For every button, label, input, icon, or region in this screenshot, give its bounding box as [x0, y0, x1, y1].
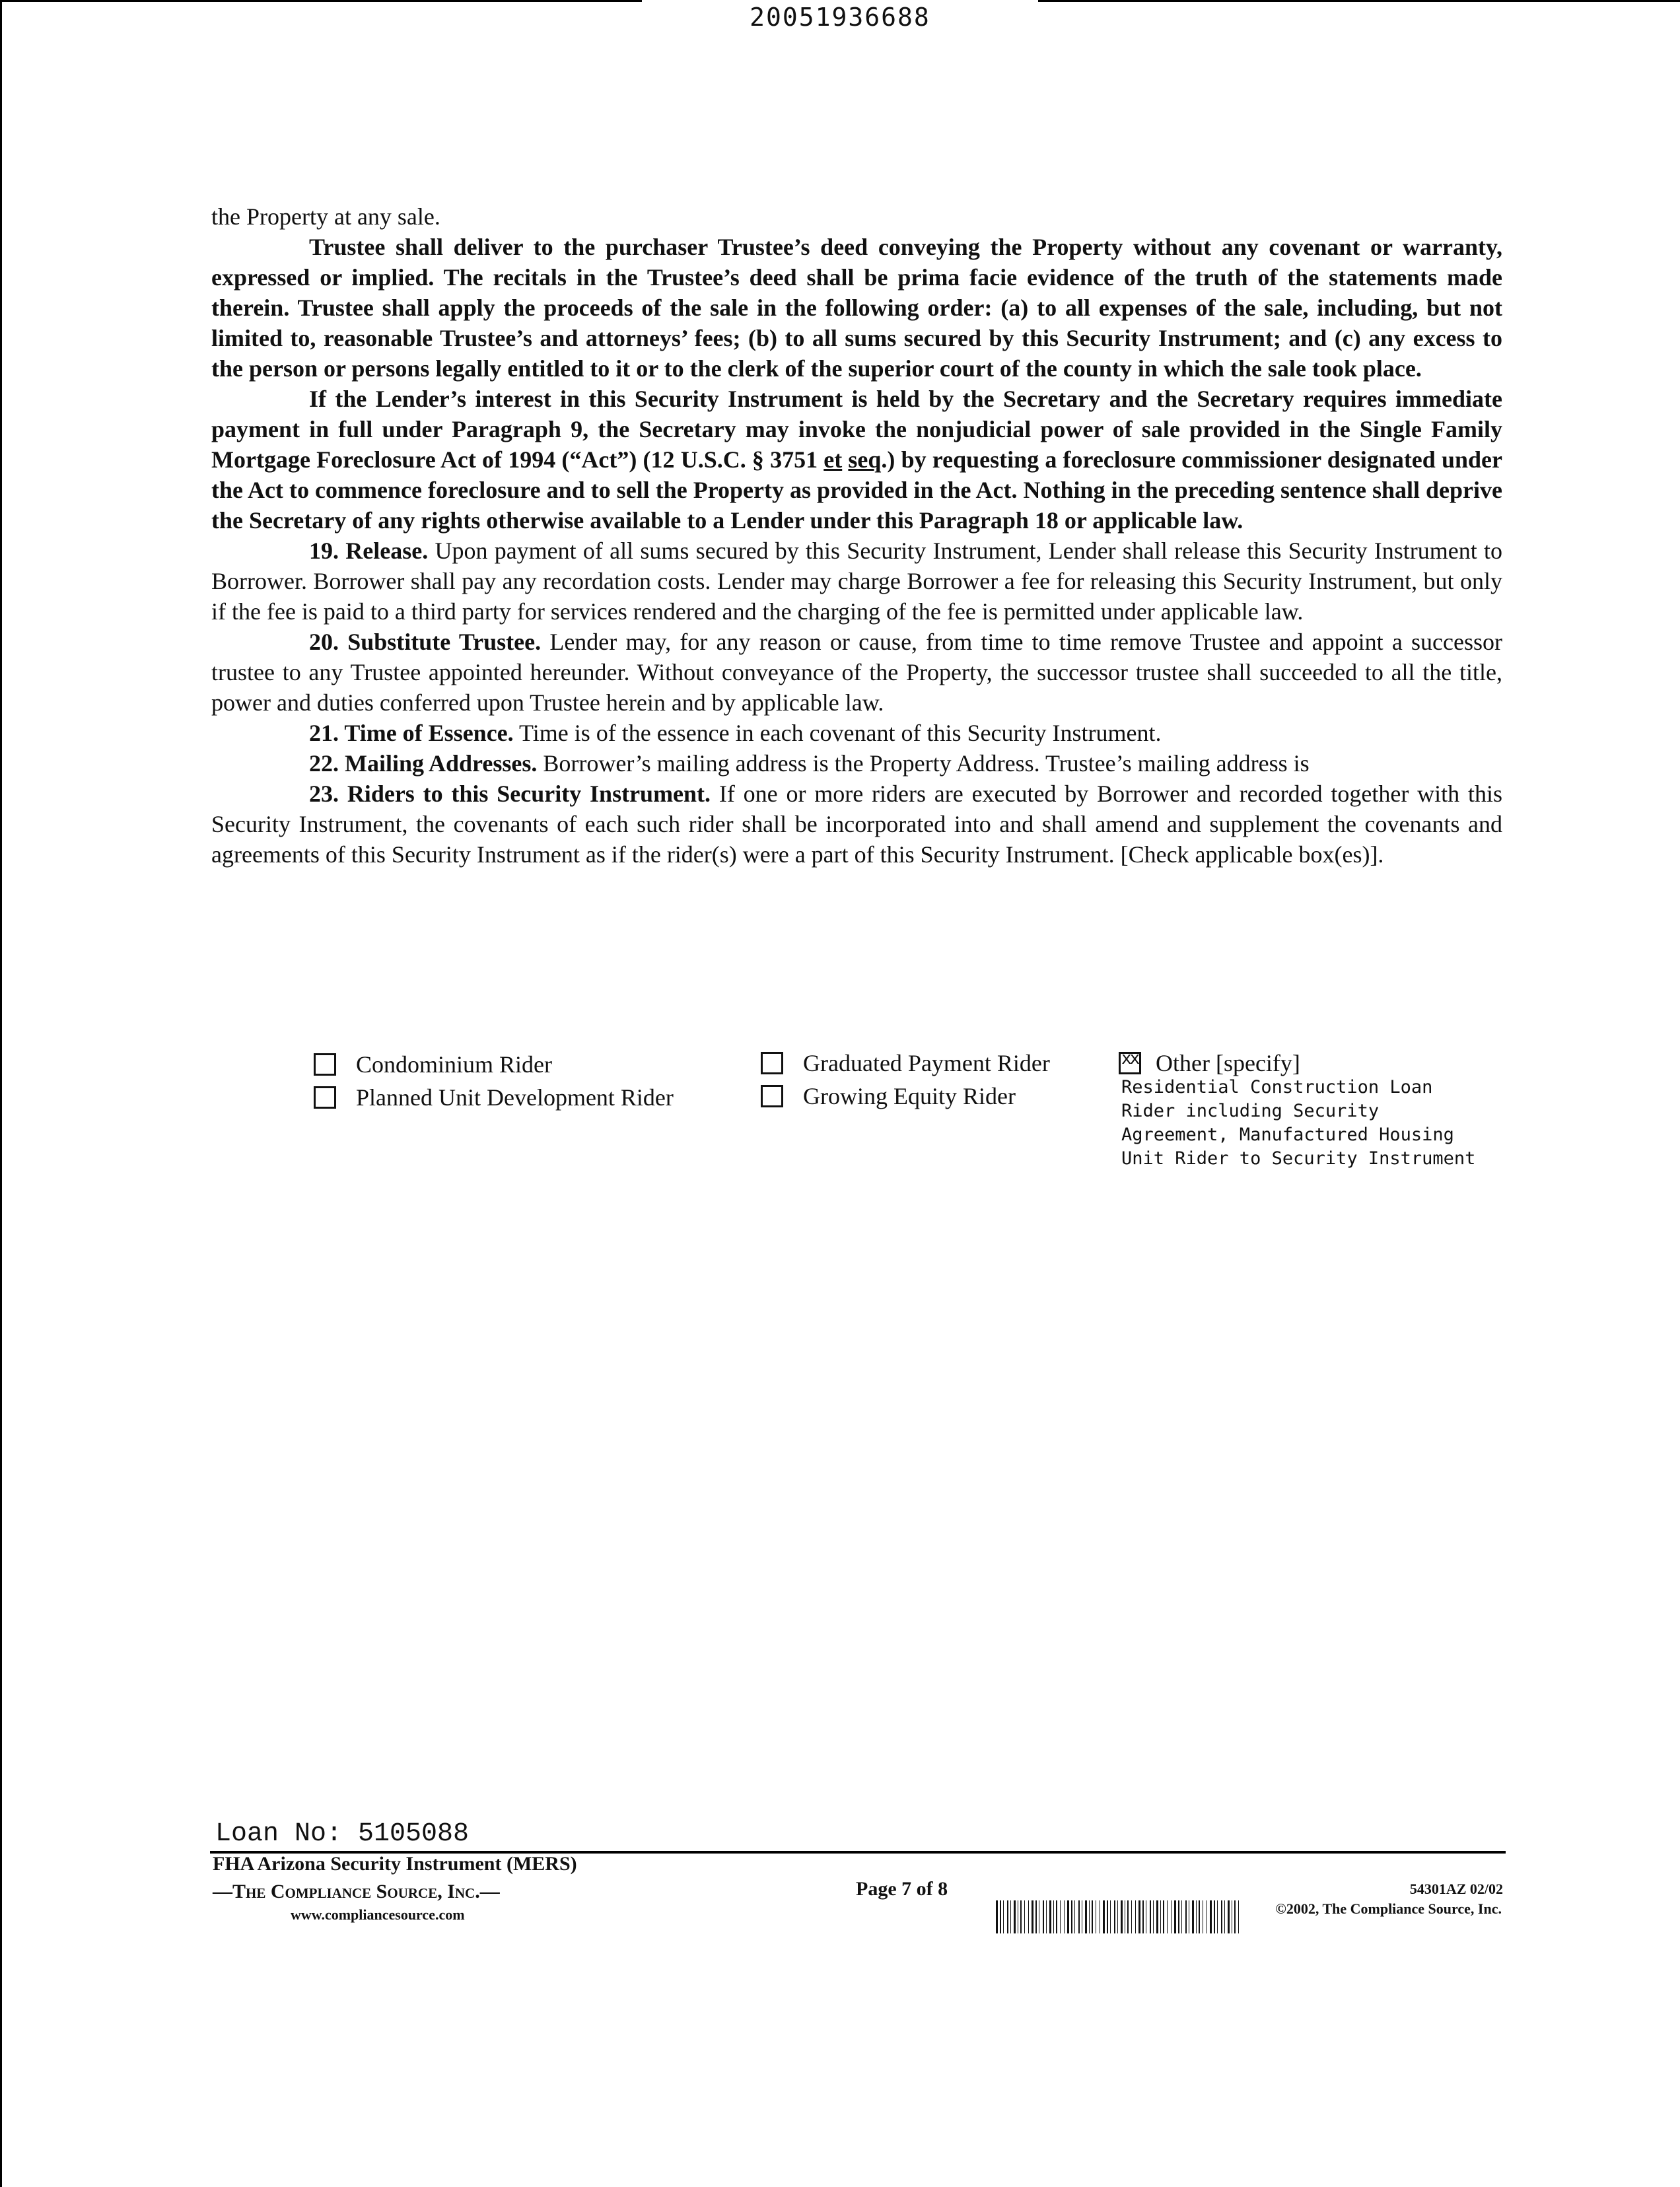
barcode-bar [1056, 1900, 1057, 1933]
barcode-bar [1114, 1900, 1115, 1933]
barcode-bar [1049, 1900, 1051, 1933]
barcode-bar [1078, 1900, 1080, 1933]
seq-text: seq [848, 446, 882, 473]
barcode-bar [1127, 1900, 1129, 1933]
barcode-bar [1153, 1900, 1154, 1933]
barcode-bar [1000, 1900, 1001, 1933]
barcode-bar [1228, 1900, 1230, 1933]
barcode-bar [1092, 1900, 1093, 1933]
rider-other-label: Other [specify] [1156, 1050, 1300, 1076]
barcode-bar [1224, 1900, 1225, 1933]
barcode-bar [1110, 1900, 1111, 1933]
barcode-bar [1053, 1900, 1054, 1933]
barcode-bar [1035, 1900, 1037, 1933]
barcode-bar [1210, 1900, 1212, 1933]
scan-edge-top-left [0, 0, 642, 2]
barcode-bar [1107, 1900, 1108, 1933]
barcode-bar [1007, 1900, 1008, 1933]
barcode-bar [1221, 1900, 1222, 1933]
paragraph-19-body: Upon payment of all sums secured by this Security Instrument, Lender shall release this Security Instrument to Borrower. Borrower shall pay any recordation costs. Lender may charge Borrower a fee for releasing this Security Instrument, but only if the fee is paid to a third party for services rendered and the charging of the fee is permitted under applicable law. [211, 538, 1503, 625]
paragraph-23-body: If one or more riders are executed by Borrower and recorded together with this Security Instrument, the covenants of each such rider shall be incorporated into and shall amend and supplement the covenants and agreements of this Security Instrument as if the rider(s) were a part of this Security Instrument. [Check applicable box(es)]. [211, 781, 1502, 868]
barcode-bar [1043, 1900, 1044, 1933]
barcode-bar [1064, 1900, 1065, 1933]
barcode-bar [1234, 1900, 1236, 1933]
paragraph-trustee-deed: Trustee shall deliver to the purchaser Trustee’s deed conveying the Property without any covenant or warranty, expressed or implied. The recitals in the Trustee’s deed shall be prima facie evidence of the truth of the statements made therein. Trustee shall apply the proceeds of the sale in the following order: (a) to all expenses of the sale, including, but not limited to, reasonable Trustee’s and attorneys’ fees; (b) to all sums secured by this Security Instrument; and (c) any excess to the person or persons legally entitled to it or to the clerk of the superior court of the county in which the sale took place. [211, 234, 1502, 382]
barcode-bar [1071, 1900, 1072, 1933]
paragraph-22-body: Borrower’s mailing address is the Property Address. Trustee’s mailing address is [537, 750, 1310, 777]
checkbox-growing-equity[interactable] [761, 1085, 783, 1107]
barcode-image [996, 1900, 1240, 1933]
barcode-bar [1003, 1900, 1004, 1933]
paragraph-19-heading: 19. Release. [309, 538, 429, 564]
paragraph-21-time-of-essence [211, 718, 1502, 748]
loan-number: Loan No: 5105088 [215, 1819, 470, 1849]
barcode-bar [1174, 1900, 1176, 1933]
barcode-bar [1089, 1900, 1090, 1933]
barcode-bar [1138, 1900, 1140, 1933]
barcode-bar [1171, 1900, 1172, 1933]
barcode-bar [1020, 1900, 1022, 1933]
rider-checkboxes [0, 1047, 1680, 1179]
rider-graduated-payment[interactable] [761, 1049, 1050, 1077]
paragraph-23-riders [211, 779, 1502, 870]
company-name: —The Compliance Source, Inc.— [213, 1881, 500, 1902]
barcode-bar [1032, 1900, 1033, 1933]
paragraph-continuation: the Property at any sale. [211, 203, 440, 230]
paragraph-21-heading: 21. Time of Essence. [309, 720, 514, 746]
recording-number: 20051936688 [750, 3, 930, 32]
paragraph-secretary-part-b: .) by requesting a foreclosure commissioner designated under the Act to commence foreclosure and to sell the Property as provided in the Act. Nothing in the preceding sentence shall deprive the Secretary of any rights otherwise available to a Lender under this Paragraph 18 or applicable law. [211, 446, 1503, 534]
page-number: Page 7 of 8 [856, 1878, 948, 1900]
barcode-bar [1181, 1900, 1182, 1933]
barcode-bar [1150, 1900, 1151, 1933]
rider-condominium-label: Condominium Rider [356, 1051, 552, 1078]
paragraph-20-substitute-trustee [211, 627, 1502, 718]
paragraph-20-body: Lender may, for any reason or cause, from time to time remove Trustee and appoint a successor trustee to any Trustee appointed hereunder. Without conveyance of the Property, the successor trustee shall succeeded to all the title, power and duties conferred upon Trustee herein and by applicable law. [211, 629, 1503, 716]
barcode-bar [996, 1900, 998, 1933]
rider-growing-equity-label: Growing Equity Rider [803, 1083, 1016, 1109]
barcode-bar [1024, 1900, 1025, 1933]
barcode-bar [1142, 1900, 1144, 1933]
paragraph-secretary-part-a: If the Lender’s interest in this Security Instrument is held by the Secretary and the Secretary requires immediate payment in full under Paragraph 9, the Secretary may invoke the nonjudicial power of sale provided in the Single Family Mortgage Foreclosure Act of 1994 (“Act”) (12 U.S.C. § 3751 [211, 386, 1502, 473]
barcode-bar [1185, 1900, 1187, 1933]
form-code: 54301AZ 02/02 [1409, 1881, 1503, 1897]
barcode-bar [1178, 1900, 1179, 1933]
copyright-notice: ©2002, The Compliance Source, Inc. [1275, 1900, 1502, 1917]
barcode-bar [1121, 1900, 1123, 1933]
barcode-bar [1067, 1900, 1069, 1933]
paragraph-20-heading: 20. Substitute Trustee. [309, 629, 542, 655]
rider-pud[interactable] [314, 1084, 674, 1111]
paragraph-23-heading: 23. Riders to this Security Instrument. [309, 781, 711, 807]
barcode-bar [1217, 1900, 1218, 1933]
paragraph-21-body: Time is of the essence in each covenant of this Security Instrument. [513, 720, 1162, 746]
barcode-bar [1163, 1900, 1164, 1933]
barcode-bar [1046, 1900, 1047, 1933]
form-title: FHA Arizona Security Instrument (MERS) [213, 1853, 577, 1875]
rider-graduated-payment-label: Graduated Payment Rider [803, 1050, 1050, 1076]
barcode-bar [1156, 1900, 1158, 1933]
et-text: et [823, 446, 843, 473]
barcode-bar [1103, 1900, 1105, 1933]
barcode-bar [1131, 1900, 1132, 1933]
barcode-bar [1014, 1900, 1016, 1933]
barcode-bar [1160, 1900, 1161, 1933]
document-body [211, 201, 1502, 870]
barcode-bar [1060, 1900, 1061, 1933]
paragraph-22-mailing-addresses [211, 748, 1502, 779]
barcode-bar [1117, 1900, 1118, 1933]
barcode-bar [1238, 1900, 1239, 1933]
barcode-bar [1028, 1900, 1029, 1933]
barcode-bar [1196, 1900, 1197, 1933]
checkbox-condominium[interactable] [314, 1053, 336, 1076]
barcode-bar [1192, 1900, 1194, 1933]
paragraph-secretary-foreclosure [211, 384, 1502, 536]
rider-pud-label: Planned Unit Development Rider [356, 1084, 674, 1111]
scan-edge-top-right [1038, 0, 1680, 2]
barcode-bar [1167, 1900, 1168, 1933]
barcode-bar [1074, 1900, 1075, 1933]
rider-other-specification: Residential Construction Loan Rider including Security Agreement, Manufactured Housing Unit Rider to Security Instrument [1121, 1077, 1476, 1169]
rider-other[interactable] [1119, 1049, 1300, 1077]
barcode-bar [1214, 1900, 1215, 1933]
paragraph-19-release [211, 536, 1502, 627]
barcode-bar [1010, 1900, 1011, 1933]
checkbox-other-checked[interactable] [1119, 1052, 1141, 1074]
rider-growing-equity[interactable] [761, 1082, 1016, 1110]
rider-condominium[interactable] [314, 1051, 552, 1078]
company-website: www.compliancesource.com [291, 1906, 465, 1923]
barcode-bar [1085, 1900, 1087, 1933]
checkbox-graduated-payment[interactable] [761, 1052, 783, 1074]
checkbox-pud[interactable] [314, 1086, 336, 1109]
barcode-bar [1135, 1900, 1136, 1933]
paragraph-22-heading: 22. Mailing Addresses. [309, 750, 538, 777]
barcode-bar [1199, 1900, 1200, 1933]
